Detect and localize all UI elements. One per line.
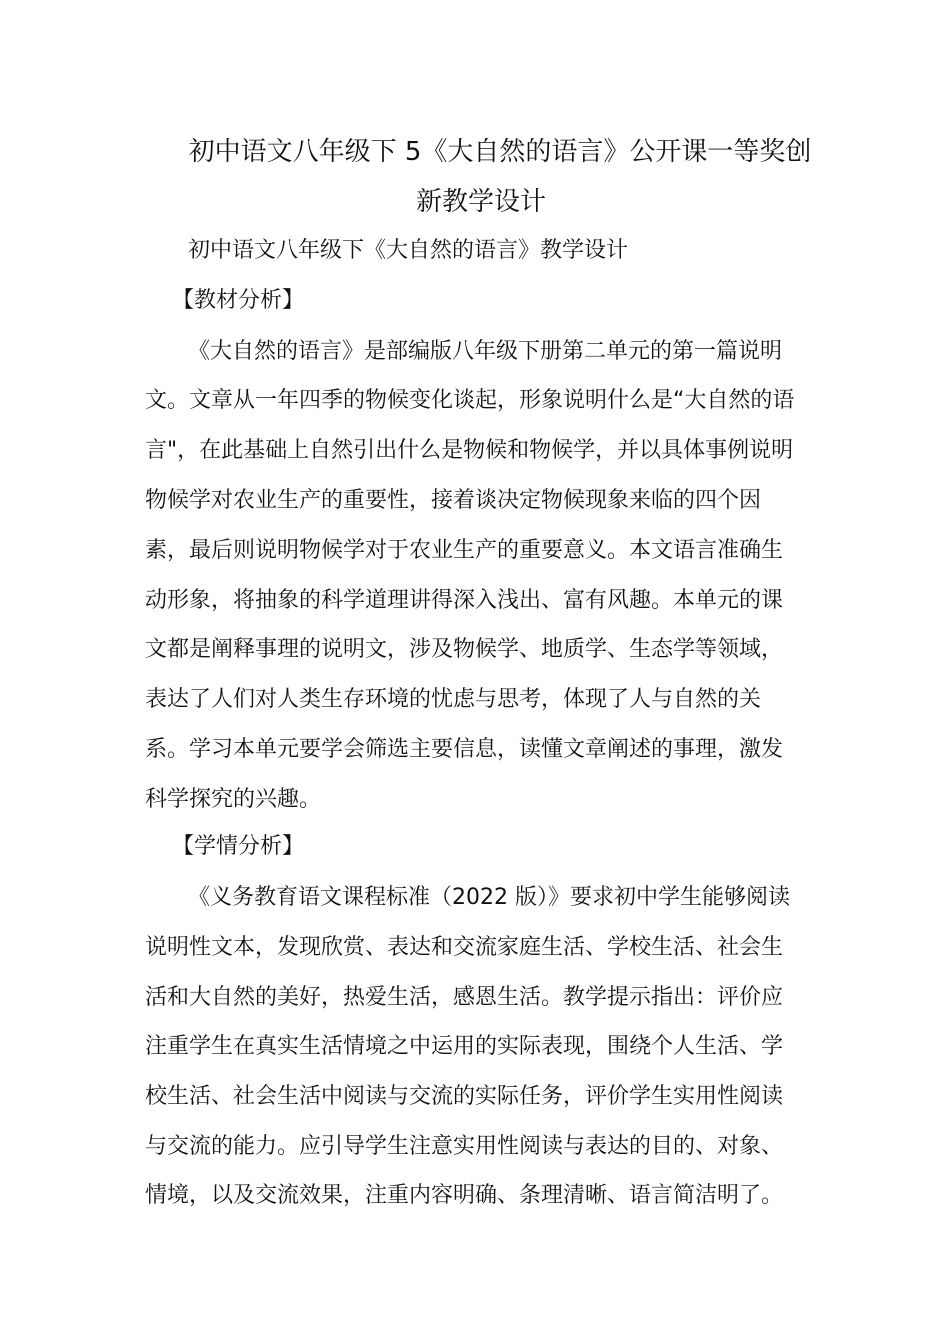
paragraph-line: 物候学对农业生产的重要性，接着谈决定物候现象来临的四个因 [145, 488, 762, 513]
document-subtitle: 初中语文八年级下《大自然的语言》教学设计 [188, 238, 629, 263]
paragraph-line: 文都是阐释事理的说明文，涉及物候学、地质学、生态学等领域， [145, 637, 784, 662]
paragraph-line: 系。学习本单元要学会筛选主要信息，读懂文章阐述的事理，激发 [145, 737, 784, 762]
paragraph-line: 《义务教育语文课程标准（2022 版）》要求初中学生能够阅读 [188, 885, 790, 910]
paragraph-line: 活和大自然的美好，热爱生活，感恩生活。教学提示指出：评价应 [145, 985, 784, 1010]
paragraph-line: 科学探究的兴趣。 [145, 787, 322, 812]
section-heading-textbook-analysis: 【教材分析】 [172, 288, 305, 313]
document-title-line-1: 初中语文八年级下 5《大自然的语言》公开课一等奖创 [188, 137, 812, 167]
paragraph-line: 注重学生在真实生活情境之中运用的实际表现，围绕个人生活、学 [145, 1034, 784, 1059]
paragraph-line: 说明性文本，发现欣赏、表达和交流家庭生活、学校生活、社会生 [145, 935, 784, 960]
paragraph-line: 言"，在此基础上自然引出什么是物候和物候学，并以具体事例说明 [145, 438, 794, 463]
paragraph-line: 校生活、社会生活中阅读与交流的实际任务，评价学生实用性阅读 [145, 1084, 784, 1109]
document-title-line-2: 新教学设计 [415, 187, 546, 217]
paragraph-line: 与交流的能力。应引导学生注意实用性阅读与表达的目的、对象、 [145, 1134, 784, 1159]
paragraph-line: 素，最后则说明物候学对于农业生产的重要意义。本文语言准确生 [145, 538, 784, 563]
paragraph-line: 情境，以及交流效果，注重内容明确、条理清晰、语言简洁明了。 [145, 1183, 784, 1208]
paragraph-line: 文。文章从一年四季的物候变化谈起，形象说明什么是“大自然的语 [145, 388, 795, 413]
paragraph-line: 表达了人们对人类生存环境的忧虑与思考，体现了人与自然的关 [145, 687, 762, 712]
section-heading-learner-analysis: 【学情分析】 [172, 834, 305, 859]
paragraph-line: 动形象，将抽象的科学道理讲得深入浅出、富有风趣。本单元的课 [145, 588, 784, 613]
paragraph-line: 《大自然的语言》是部编版八年级下册第二单元的第一篇说明 [188, 339, 783, 364]
